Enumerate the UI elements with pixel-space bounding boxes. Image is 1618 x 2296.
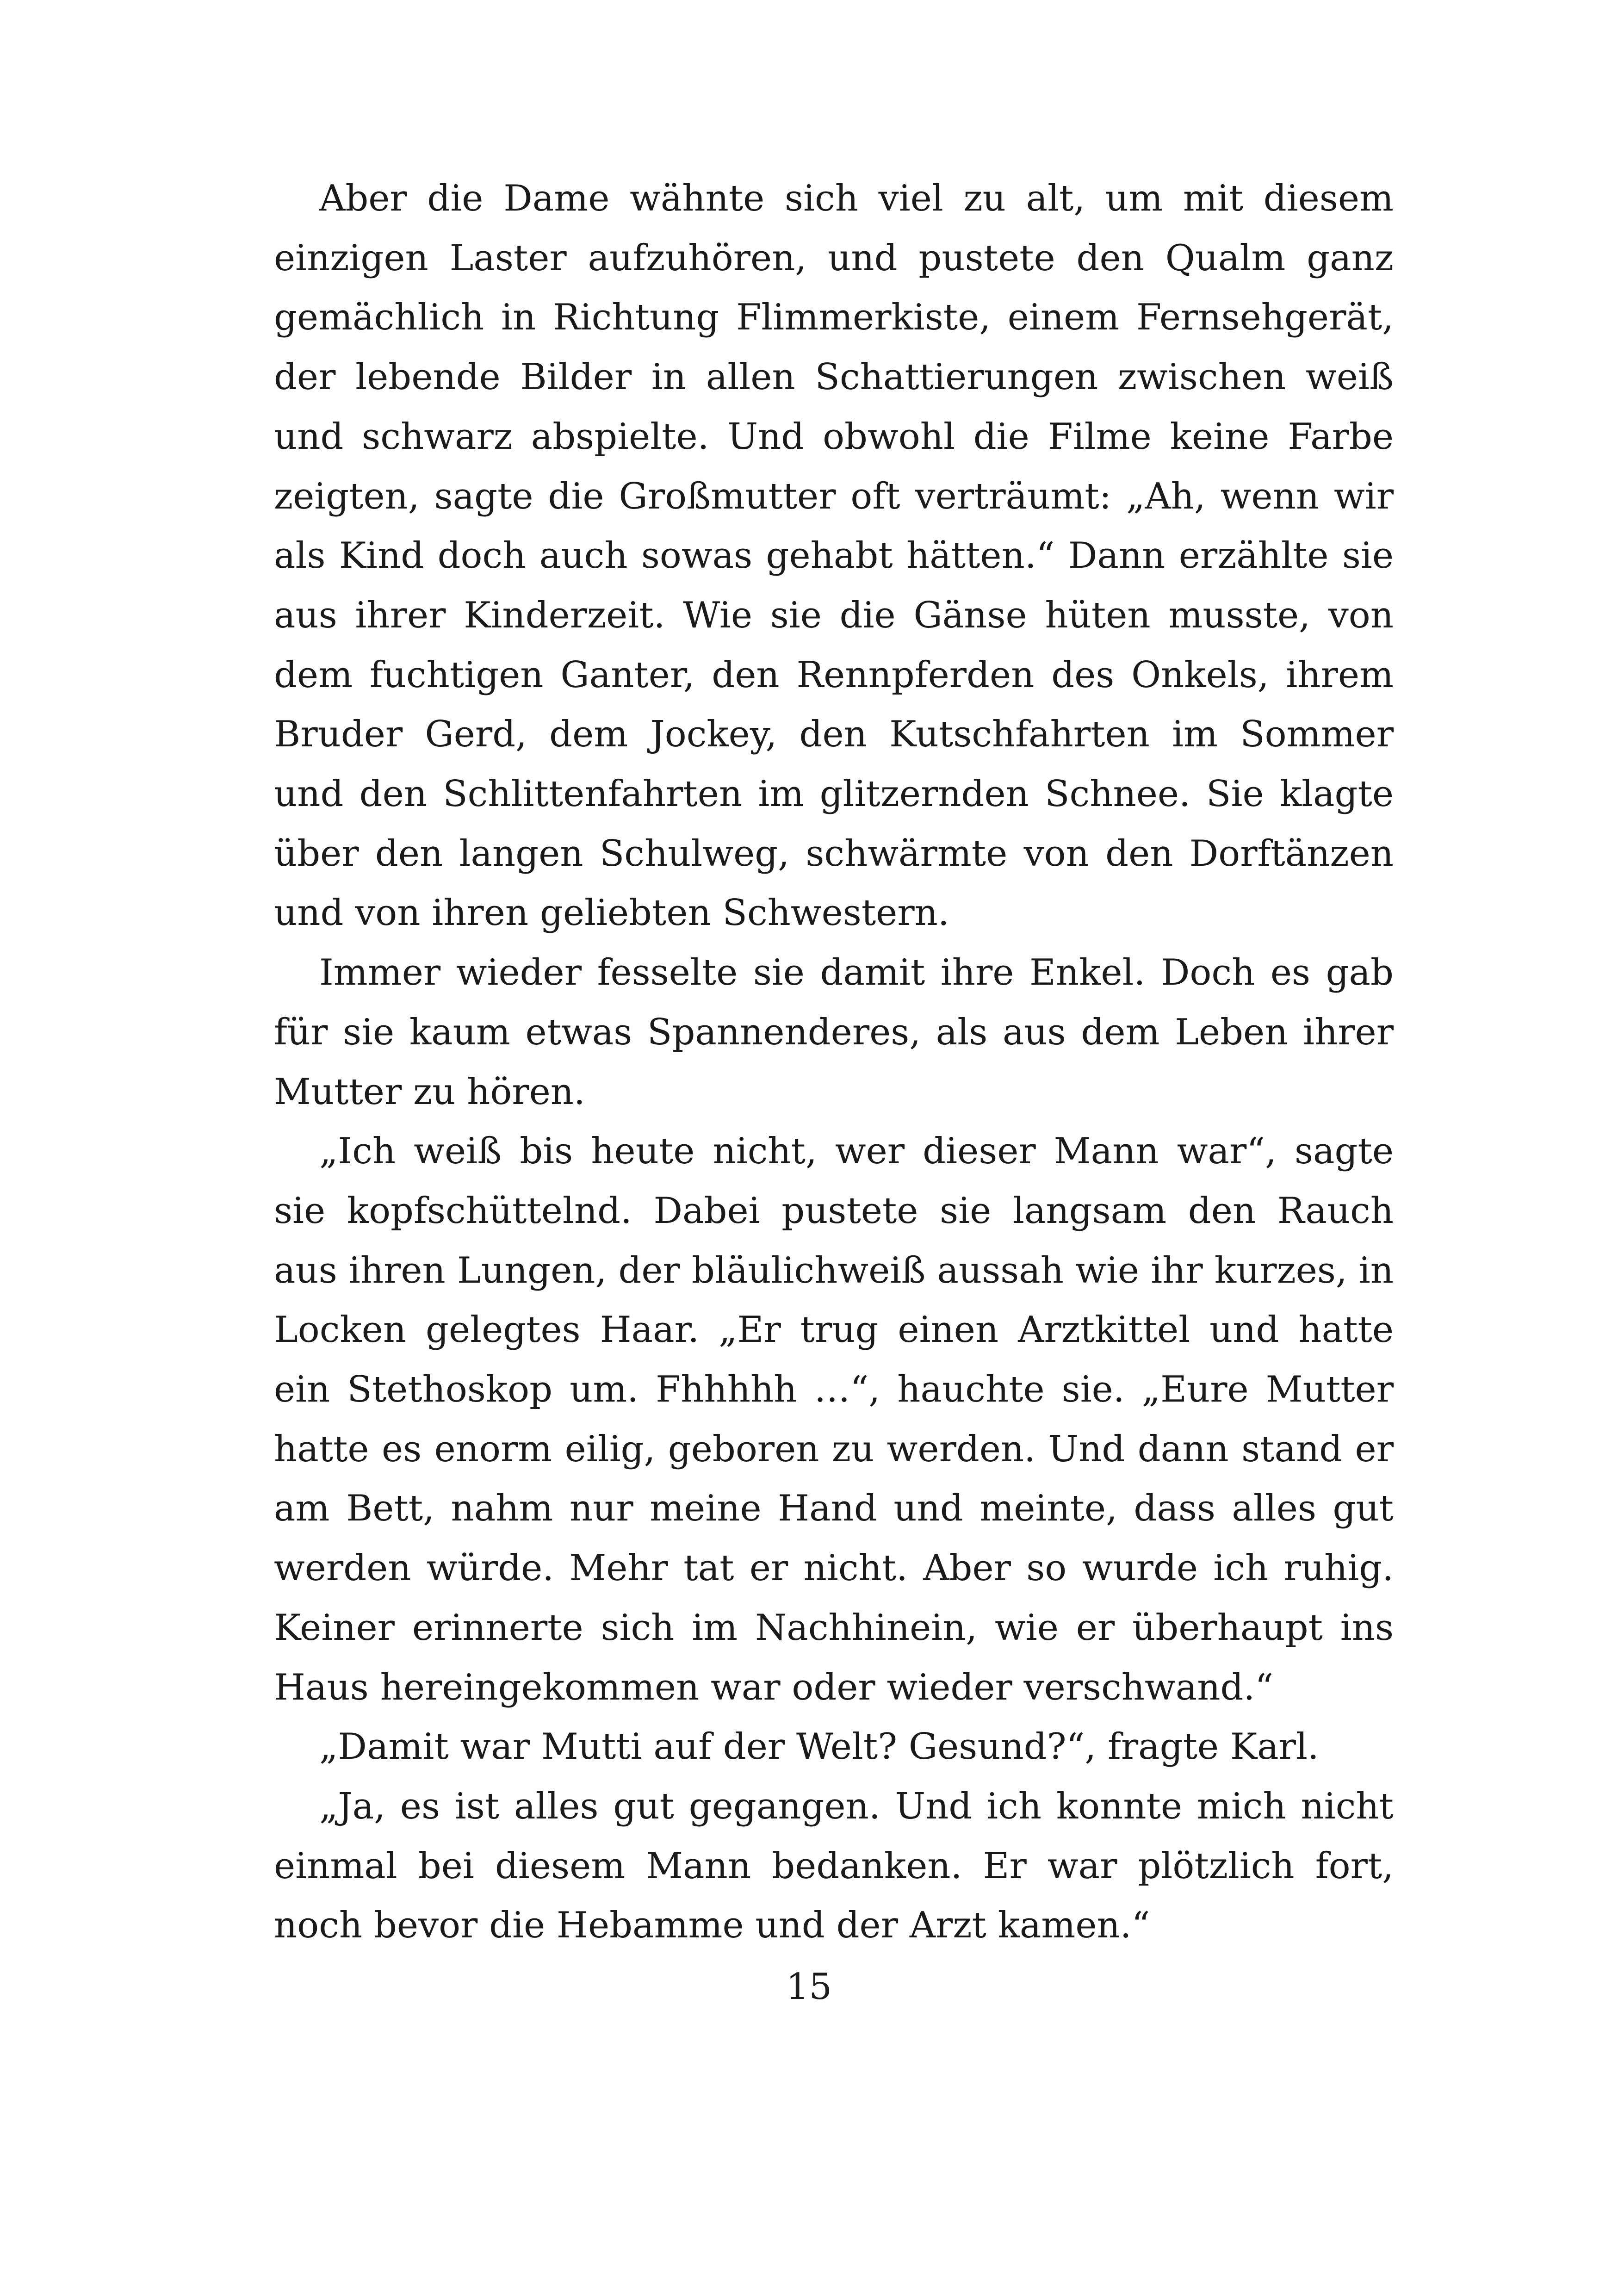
paragraph-4: „Damit war Mutti auf der Welt? Gesund?“, fragte Karl. <box>319 1726 1319 1768</box>
paragraph-1: Aber die Dame wähnte sich viel zu alt, um mit diesem einzigen Laster aufzuhören, und pustete den Qualm ganz gemächlich in Richtung Flimmerkiste, einem Fernsehgerät, der lebende Bilder in allen Schattierungen zwischen weiß und schwarz abspielte. Und obwohl die Filme keine Farbe zeigten, sagte die Großmutter oft verträumt: „Ah, wenn wir als Kind doch auch sowas gehabt hätten.“ Dann erzählte sie aus ihrer Kinderzeit. Wie sie die Gänse hüten musste, von dem fuchtigen Ganter, den Rennpferden des Onkels, ihrem Bruder Gerd, dem Jockey, den Kutschfahrten im Sommer und den Schlittenfahrten im glitzernden Schnee. Sie klagte über den langen Schulweg, schwärmte von den Dorftänzen und von ihren geliebten Schwestern. <box>274 178 1394 934</box>
paragraph-5: „Ja, es ist alles gut gegangen. Und ich konnte mich nicht einmal bei diesem Mann bedanken. Er war plötzlich fort, noch bevor die Hebamme und der Arzt kamen.“ <box>274 1785 1394 1947</box>
page-body <box>274 169 1394 1955</box>
paragraph-2: Immer wieder fesselte sie damit ihre Enkel. Doch es gab für sie kaum etwas Spannenderes, als aus dem Leben ihrer Mutter zu hören. <box>274 952 1394 1113</box>
paragraph-3: „Ich weiß bis heute nicht, wer dieser Mann war“, sagte sie kopfschüttelnd. Dabei pustete sie langsam den Rauch aus ihren Lungen, der bläulichweiß aussah wie ihr kurzes, in Locken gelegtes Haar. „Er trug einen Arztkittel und hatte ein Stethoskop um. Fhhhhh …“, hauchte sie. „Eure Mutter hatte es enorm eilig, geboren zu werden. Und dann stand er am Bett, nahm nur meine Hand und meinte, dass alles gut werden würde. Mehr tat er nicht. Aber so wurde ich ruhig. Keiner erinnerte sich im Nachhinein, wie er überhaupt ins Haus hereingekommen war oder wieder verschwand.“ <box>274 1130 1394 1708</box>
page-number: 15 <box>786 1966 832 2008</box>
